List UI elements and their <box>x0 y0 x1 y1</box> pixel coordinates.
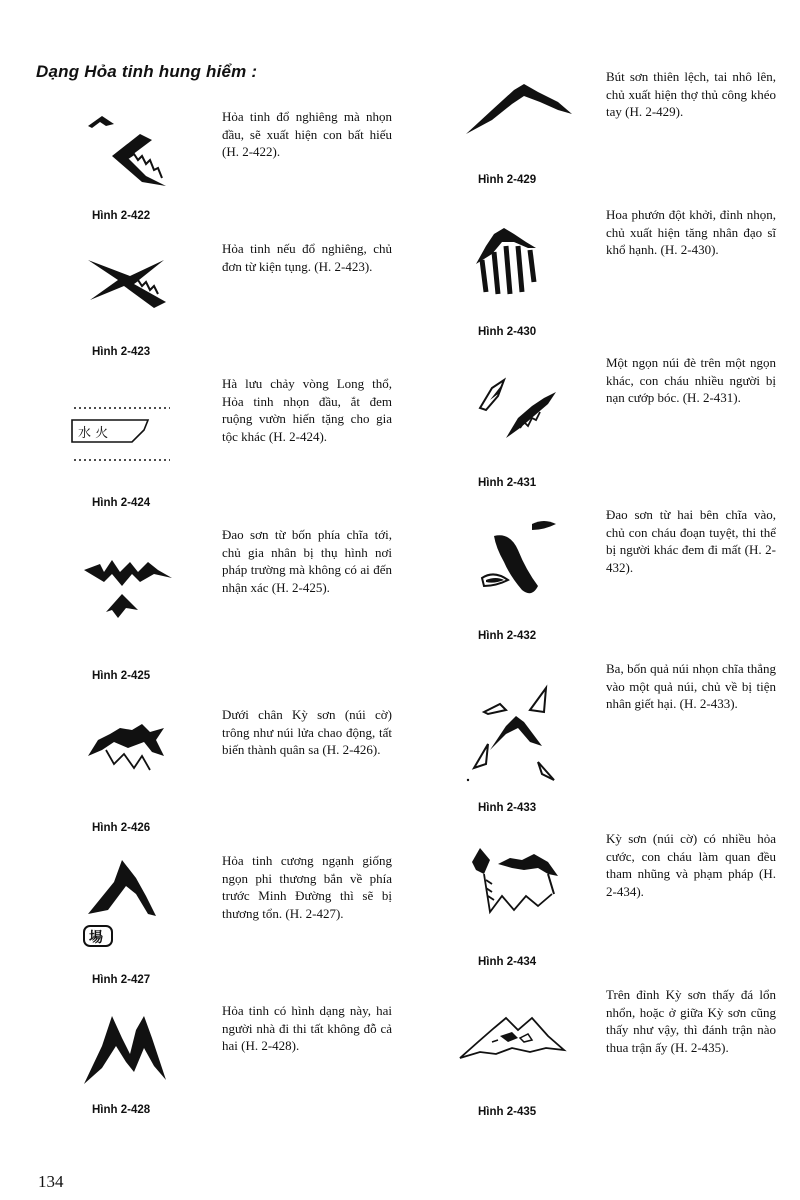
figure-2-423 <box>84 254 174 314</box>
description-2-432: Đao sơn từ hai bên chĩa vào, chủ con cháu đoạn tuyệt, thi thể bị người khác đem đi mất (H. 2-432). <box>606 507 776 575</box>
caption-2-423: Hình 2-423 <box>92 346 151 358</box>
page-number: 134 <box>38 1172 64 1191</box>
description-2-433: Ba, bốn quả núi nhọn chĩa thẳng vào một quả núi, chủ về bị tiện nhân giết hại. (H. 2-433). <box>606 661 776 711</box>
caption-2-430: Hình 2-430 <box>478 326 537 338</box>
description-2-435: Trên đỉnh Kỳ sơn thấy đá lổn nhổn, hoặc ở giữa Kỳ sơn cũng thấy như vậy, thì đánh trận nào thua trận ấy (H. 2-435). <box>606 987 776 1055</box>
description-2-428: Hỏa tinh có hình dạng này, hai người nhà đi thi tất không đỗ cả hai (H. 2-428). <box>222 1003 392 1053</box>
description-2-425: Đao sơn từ bốn phía chĩa tới, chủ gia nhân bị thụ hình nơi pháp trường mà không có ai đến nhận xác (H. 2-425). <box>222 527 392 595</box>
description-2-434: Kỳ sơn (núi cờ) có nhiều hỏa cước, con cháu làm quan đều tham nhũng và phạm pháp (H. 2-434). <box>606 831 776 899</box>
caption-2-429: Hình 2-429 <box>478 174 537 186</box>
figure-2-428 <box>82 1010 172 1090</box>
caption-2-425: Hình 2-425 <box>92 670 151 682</box>
figure-2-424-box-text: 水 火 <box>78 426 109 441</box>
description-2-426: Dưới chân Kỳ sơn (núi cờ) trông như núi lửa chao động, tất biến thành quân sa (H. 2-426). <box>222 707 392 757</box>
description-2-423: Hỏa tinh nếu đổ nghiêng, chủ đơn từ kiện tụng. (H. 2-423). <box>222 241 392 274</box>
caption-2-426: Hình 2-426 <box>92 822 151 834</box>
figure-2-433 <box>460 676 570 786</box>
figure-2-430 <box>472 222 562 302</box>
caption-2-428: Hình 2-428 <box>92 1104 151 1116</box>
description-2-429: Bút sơn thiên lệch, tai nhô lên, chủ xuất hiện thợ thủ công khéo tay (H. 2-429). <box>606 69 776 119</box>
caption-2-434: Hình 2-434 <box>478 956 537 968</box>
caption-2-424: Hình 2-424 <box>92 497 151 509</box>
figure-2-434 <box>468 840 568 920</box>
section-heading: Dạng Hỏa tinh hung hiểm : <box>36 62 258 81</box>
figure-2-429 <box>462 80 582 140</box>
figure-2-425 <box>82 556 178 628</box>
description-2-430: Hoa phướn đột khởi, đỉnh nhọn, chủ xuất hiện tăng nhân đạo sĩ khổ hạnh. (H. 2-430). <box>606 207 776 257</box>
figure-2-424 <box>68 400 178 468</box>
caption-2-431: Hình 2-431 <box>478 477 537 489</box>
figure-2-435 <box>456 1008 576 1068</box>
caption-2-422: Hình 2-422 <box>92 210 151 222</box>
figure-2-427-stamp: 場 <box>89 930 103 946</box>
figure-2-422 <box>82 112 172 192</box>
caption-2-433: Hình 2-433 <box>478 802 537 814</box>
description-2-427: Hỏa tinh cương ngạnh giống ngọn phi thương bắn về phía trước Minh Đường thì sẽ bị thương tổn. (H. 2-427). <box>222 853 392 921</box>
figure-2-432 <box>474 514 570 610</box>
description-2-431: Một ngọn núi đè trên một ngọn khác, con cháu nhiều người bị nạn cướp bóc. (H. 2-431). <box>606 355 776 405</box>
caption-2-435: Hình 2-435 <box>478 1106 537 1118</box>
figure-2-431 <box>474 372 564 448</box>
caption-2-432: Hình 2-432 <box>478 630 537 642</box>
figure-2-426 <box>84 718 174 778</box>
description-2-424: Hà lưu chảy vòng Long thổ, Hỏa tinh nhọn đầu, ắt đem ruộng vườn hiến tặng cho gia tộc khác (H. 2-424). <box>222 376 392 444</box>
figure-2-427 <box>78 852 178 952</box>
description-2-422: Hỏa tinh đổ nghiêng mà nhọn đầu, sẽ xuất hiện con bất hiếu (H. 2-422). <box>222 109 392 159</box>
caption-2-427: Hình 2-427 <box>92 974 151 986</box>
